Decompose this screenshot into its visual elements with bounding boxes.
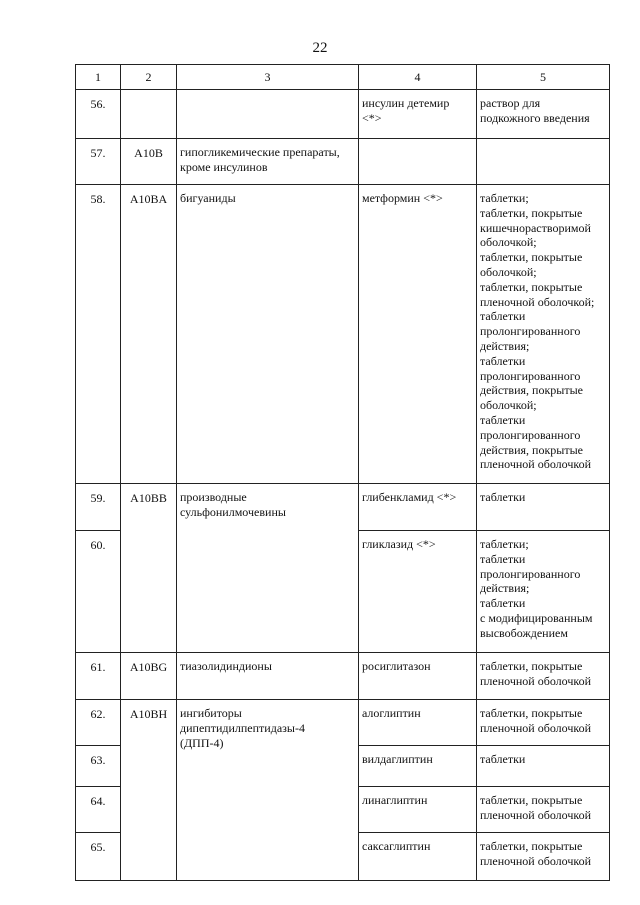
dosage-forms: таблетки — [477, 746, 610, 787]
drug-name: инсулин детемир <*> — [359, 90, 477, 139]
drug-name: саксаглиптин — [359, 833, 477, 881]
atc-code — [121, 90, 177, 139]
row-number: 56. — [76, 90, 121, 139]
dosage-forms — [477, 139, 610, 185]
atc-code: A10B — [121, 139, 177, 185]
table-row — [76, 139, 610, 185]
atc-code: A10BG — [121, 653, 177, 700]
row-number: 58. — [76, 185, 121, 484]
table-row — [76, 90, 610, 139]
table-row — [76, 185, 610, 484]
column-header: 2 — [121, 65, 177, 90]
drug-name: алоглиптин — [359, 700, 477, 746]
column-header: 5 — [477, 65, 610, 90]
table-header-row — [76, 65, 610, 90]
atc-code: A10BH — [121, 700, 177, 881]
drug-table — [75, 64, 610, 881]
pharmacological-group: ингибиторы дипептидилпептидазы-4 (ДПП-4) — [177, 700, 359, 881]
drug-name: глибенкламид <*> — [359, 484, 477, 531]
pharmacological-group: производные сульфонилмочевины — [177, 484, 359, 653]
column-header: 4 — [359, 65, 477, 90]
page-number: 22 — [312, 40, 328, 56]
row-number: 65. — [76, 833, 121, 881]
table-row — [76, 484, 610, 531]
dosage-forms: таблетки, покрытые пленочной оболочкой — [477, 700, 610, 746]
row-number: 57. — [76, 139, 121, 185]
drug-name — [359, 139, 477, 185]
row-number: 59. — [76, 484, 121, 531]
drug-name: росиглитазон — [359, 653, 477, 700]
pharmacological-group — [177, 90, 359, 139]
dosage-forms: таблетки; таблетки, покрытые кишечнорастворимой оболочкой; таблетки, покрытые оболочкой; таблетки, покрытые пленочной оболочкой; таблетки пролонгированного действия; таблетки пролонгированного действия, покрытые оболочкой; таблетки пролонгированного действия, покрытые пленочной оболочкой — [477, 185, 610, 484]
row-number: 62. — [76, 700, 121, 746]
row-number: 64. — [76, 787, 121, 833]
dosage-forms: раствор для подкожного введения — [477, 90, 610, 139]
pharmacological-group: гипогликемические препараты, кроме инсулинов — [177, 139, 359, 185]
drug-name: вилдаглиптин — [359, 746, 477, 787]
pharmacological-group: бигуаниды — [177, 185, 359, 484]
pharmacological-group: тиазолидиндионы — [177, 653, 359, 700]
column-header: 3 — [177, 65, 359, 90]
row-number: 60. — [76, 531, 121, 653]
dosage-forms: таблетки; таблетки пролонгированного действия; таблетки с модифицированным высвобождением — [477, 531, 610, 653]
column-header: 1 — [76, 65, 121, 90]
row-number: 63. — [76, 746, 121, 787]
atc-code: A10BB — [121, 484, 177, 653]
dosage-forms: таблетки, покрытые пленочной оболочкой — [477, 833, 610, 881]
dosage-forms: таблетки, покрытые пленочной оболочкой — [477, 653, 610, 700]
atc-code: A10BA — [121, 185, 177, 484]
row-number: 61. — [76, 653, 121, 700]
dosage-forms: таблетки, покрытые пленочной оболочкой — [477, 787, 610, 833]
drug-name: линаглиптин — [359, 787, 477, 833]
drug-name: гликлазид <*> — [359, 531, 477, 653]
table-row — [76, 653, 610, 700]
dosage-forms: таблетки — [477, 484, 610, 531]
drug-name: метформин <*> — [359, 185, 477, 484]
table-row — [76, 700, 610, 746]
